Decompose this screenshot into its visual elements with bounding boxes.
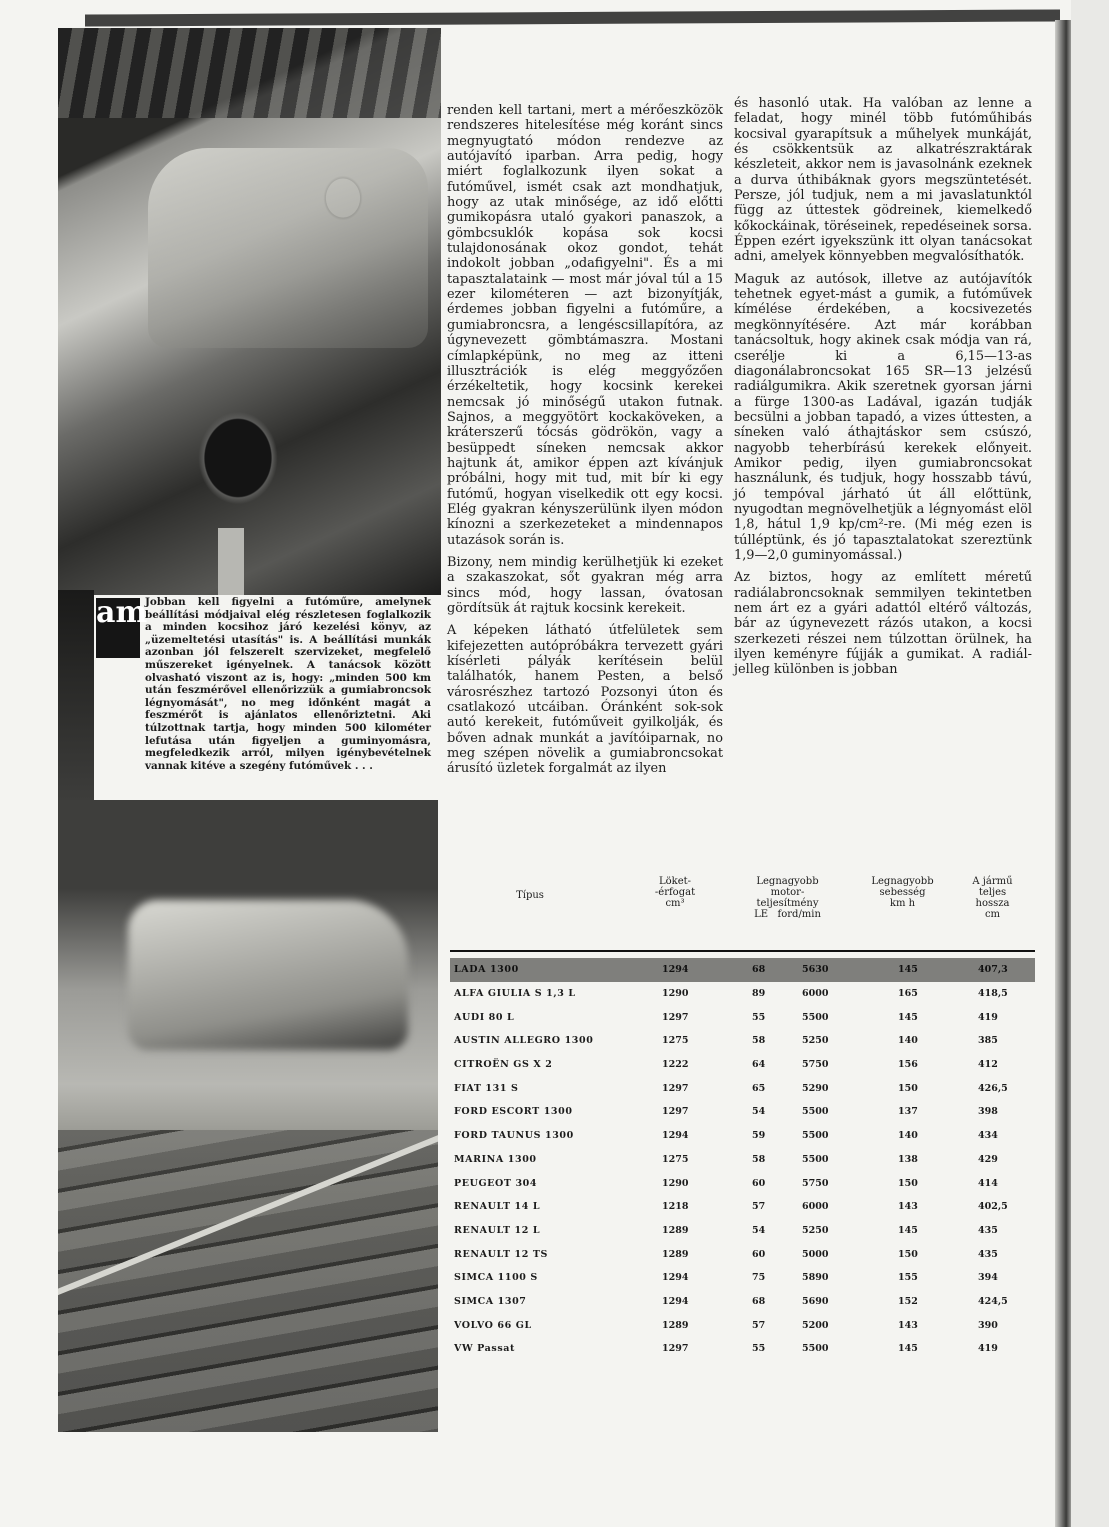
- text-column-1: [447, 103, 723, 784]
- cell-length: 419: [978, 1011, 998, 1023]
- cell-cc: 1289: [662, 1224, 689, 1236]
- cell-speed: 152: [898, 1295, 918, 1307]
- cell-rpm: 5890: [802, 1272, 829, 1284]
- table-row: [450, 1314, 1035, 1338]
- cell-rpm: 5290: [802, 1082, 829, 1094]
- cell-length: 390: [978, 1319, 998, 1331]
- paragraph: Maguk az autósok, illetve az autójavítók tehetnek egyet-mást a gumik, a futóművek kímélése érdekében, a kocsivezetés megkönnyítésére. Azt már korábban tanácsoltuk, hogy akinek csak módja van rá, cserélje ki a 6,15—13-as diagonálabroncsokat 165 SR—13 jelzésű radiálgumikra. Akik szeretnek gyorsan járni a fürge 1300-as Ladával, igazán tudják becsülni a jobban tapadó, a vizes úttesten, a síneken való áthajtáskor sem csúszó, nagyobb teherbírású kerekek előnyeit. Amikor pedig, ilyen gumiabroncsokat használunk, és tudjuk, hogy hosszabb távú, jó tempóval járható út áll előttünk, nyugodtan megnövelhetjük a légnyomást elöl 1,8, hátul 1,9 kp/cm²-re. (Mi még ezen is túlléptünk, és jó tapasztalatokat szereztünk 1,9—2,0 guminyomással.): [734, 271, 1032, 563]
- cell-hp: 55: [752, 1011, 766, 1023]
- car-on-cobblestones-photo: [58, 800, 438, 1432]
- cell-name: CITROËN GS X 2: [454, 1059, 553, 1071]
- cell-length: 394: [978, 1272, 998, 1284]
- paragraph: Az biztos, hogy az említett méretű radiálabroncsoknak semmilyen tekintetben nem árt ez a gyári adattól eltérő változás, bár az úgynevezett rázós utakon, a kocsi szerkezeti részei nem túlzottan örülnek, ha ilyen keményre fújják a gumikat. A radiál-jelleg különben is jobban: [734, 570, 1032, 678]
- cell-cc: 1218: [662, 1201, 689, 1213]
- cell-hp: 89: [752, 988, 766, 999]
- cell-hp: 75: [752, 1272, 766, 1284]
- cell-rpm: 5500: [802, 1106, 829, 1118]
- table-row: [450, 958, 1035, 982]
- cell-length: 419: [978, 1343, 998, 1355]
- cell-cc: 1294: [662, 1295, 689, 1307]
- cell-cc: 1222: [662, 1059, 689, 1071]
- cell-hp: 68: [752, 964, 766, 975]
- cell-cc: 1294: [662, 1130, 689, 1142]
- cell-hp: 54: [752, 1224, 766, 1236]
- lift-post: [218, 528, 244, 595]
- cell-hp: 64: [752, 1059, 766, 1071]
- table-row: [450, 1148, 1035, 1172]
- cell-cc: 1290: [662, 1177, 689, 1189]
- cell-length: 402,5: [978, 1201, 1008, 1213]
- paragraph: A képeken látható útfelületek sem kifejezetten autópróbákra tervezett gyári kísérleti pályák kerítésein belül találhatók, hanem Pesten, a belső városrészhez tartozó Pozsonyi úton és csatlakozó utcáiban. Óránként sok-sok autó kerekeit, futóműveit gyilkolják, és bőven adnak munkát a javítóiparnak, no meg szépen növelik a gumiabroncsokat árusító üzletek forgalmát az ilyen: [447, 623, 723, 777]
- cell-name: AUSTIN ALLEGRO 1300: [454, 1035, 594, 1047]
- cell-hp: 55: [752, 1343, 766, 1355]
- cell-hp: 54: [752, 1106, 766, 1118]
- cell-speed: 137: [898, 1106, 918, 1118]
- cell-length: 434: [978, 1130, 998, 1142]
- cell-cc: 1275: [662, 1153, 689, 1165]
- cell-length: 398: [978, 1106, 998, 1118]
- cell-speed: 140: [898, 1130, 918, 1142]
- table-row: [450, 1077, 1035, 1101]
- table-row: [450, 1100, 1035, 1124]
- cell-name: SIMCA 1307: [454, 1295, 527, 1307]
- cell-rpm: 5690: [802, 1295, 829, 1307]
- cell-cc: 1297: [662, 1106, 689, 1118]
- cell-speed: 140: [898, 1035, 918, 1047]
- am-logo: am: [96, 598, 140, 658]
- cell-cc: 1297: [662, 1343, 689, 1355]
- cell-hp: 65: [752, 1082, 766, 1094]
- table-row: [450, 1006, 1035, 1030]
- table-header: [450, 876, 1035, 952]
- cell-hp: 58: [752, 1153, 766, 1165]
- cobblestone-road: [58, 1130, 438, 1432]
- cell-length: 407,3: [978, 964, 1008, 975]
- cell-name: FIAT 131 S: [454, 1082, 519, 1094]
- cell-rpm: 5500: [802, 1343, 829, 1355]
- cell-cc: 1289: [662, 1248, 689, 1260]
- caption-text: Jobban kell figyelni a futóműre, amelynek beállítási módjaival elég részletesen foglalkozik a minden kocsihoz járó kezelési könyv, az „üzemeltetési utasítás" is. A beállítási munkák azonban jól felszerelt szervizeket, megfelelő műszereket igényelnek. A tanácsok között olvasható viszont az is, hogy: „minden 500 km után feszmérővel ellenőrizzük a gumiabroncsok légnyomását", no meg időnként magát a feszmérőt is ajánlatos ellenőriztetni. Aki túlzottnak tartja, hogy minden 500 kilométer lefutása után figyeljen a guminyomásra, megfeledkezik arról, milyen igénybevételnek vannak kitéve a szegény futóművek . . .: [145, 596, 431, 772]
- cell-name: LADA 1300: [454, 964, 519, 975]
- table-row: [450, 1219, 1035, 1243]
- cell-length: 412: [978, 1059, 998, 1071]
- cell-length: 418,5: [978, 988, 1008, 999]
- cell-speed: 155: [898, 1272, 918, 1284]
- moving-car: [128, 900, 408, 1050]
- cell-rpm: 5250: [802, 1035, 829, 1047]
- cell-name: RENAULT 12 TS: [454, 1248, 549, 1260]
- cell-hp: 68: [752, 1295, 766, 1307]
- cell-speed: 145: [898, 1343, 918, 1355]
- table-row: [450, 1172, 1035, 1196]
- cell-speed: 145: [898, 1224, 918, 1236]
- cell-speed: 138: [898, 1153, 918, 1165]
- cell-hp: 60: [752, 1248, 766, 1260]
- photo-caption: [145, 596, 431, 772]
- car-body: [148, 148, 428, 348]
- cell-rpm: 5630: [802, 964, 829, 975]
- cell-length: 426,5: [978, 1082, 1008, 1094]
- cell-name: VW Passat: [454, 1343, 516, 1355]
- cell-name: RENAULT 14 L: [454, 1201, 541, 1213]
- cell-speed: 143: [898, 1319, 918, 1331]
- table-row: [450, 1290, 1035, 1314]
- cell-rpm: 6000: [802, 988, 829, 999]
- cell-hp: 57: [752, 1201, 766, 1213]
- cell-name: MARINA 1300: [454, 1153, 537, 1165]
- header-displacement: Löket- -érfogat cm³: [654, 876, 696, 909]
- cell-hp: 57: [752, 1319, 766, 1331]
- cell-rpm: 5500: [802, 1130, 829, 1142]
- paragraph: és hasonló utak. Ha valóban az lenne a feladat, hogy minél több futóműhibás kocsival gyarapítsuk a műhelyek munkáját, és csökkentsük az alkatrészraktárak készleteit, akkor nem is javasolnánk ezeknek a durva úthibáknak gyors megszüntetését. Persze, jól tudjuk, nem a mi javaslatunktól függ az úttestek gödreinek, kiemelkedő kőkockáinak, töréseinek, repedéseinek sorsa. Éppen ezért igyekszünk itt olyan tanácsokat adni, amelyek könnyebben megvalósíthatók.: [734, 96, 1032, 265]
- table-row: [450, 1053, 1035, 1077]
- cell-length: 385: [978, 1035, 998, 1047]
- cell-length: 424,5: [978, 1295, 1008, 1307]
- cell-length: 429: [978, 1153, 998, 1165]
- cell-rpm: 5250: [802, 1224, 829, 1236]
- cell-speed: 150: [898, 1082, 918, 1094]
- cell-rpm: 5750: [802, 1177, 829, 1189]
- page-top-edge: [85, 9, 1060, 26]
- table-row: [450, 1243, 1035, 1267]
- cell-length: 435: [978, 1224, 998, 1236]
- cell-cc: 1294: [662, 964, 689, 975]
- text-column-2: [734, 96, 1032, 685]
- header-power: Legnagyobb motor- teljesítmény LE ford/min: [754, 876, 821, 920]
- header-speed: Legnagyobb sebesség km h: [871, 876, 934, 909]
- table-body: [450, 958, 1035, 1361]
- paragraph: renden kell tartani, mert a mérőeszközök rendszeres hitelesítése még koránt sincs megnyugtató módon rendezve az autójavító iparban. Arra pedig, hogy miért foglalkozunk ilyen sokat a futóművel, ismét csak azt mondhatjuk, hogy az utak minősége, az idő előtti gumikopásra utaló gyakori panaszok, a gömbcsuklók kopása sok kocsi tulajdonosának okoz gondot, tehát indokolt jobban „odafigyelni". És a mi tapasztalataink — most már jóval túl a 15 ezer kilométeren — azt bizonyítják, érdemes jobban figyelni a futóműre, a gumiabroncsra, a lengéscsillapítóra, az úgynevezett gömbtámaszra. Mostani címlapképünk, no meg az itteni illusztrációk is elég meggyőzően érzékeltetik, hogy kocsink kerekei nemcsak jó minőségű utakon futnak. Sajnos, a meggyötört kockaköveken, a kráterszerű tócsás gödrökön, vagy a besüppedt síneken nemcsak akkor hajtunk át, amikor éppen azt kívánjuk próbálni, hogy mit tud, mit bír ki egy futómű, hogyan viselkedik ott egy kocsi. Elég gyakran kényszerülünk ilyen módon kínozni a szerkezeteket a mindennapos utazások során is.: [447, 103, 723, 548]
- cell-hp: 59: [752, 1130, 766, 1142]
- cell-rpm: 5500: [802, 1153, 829, 1165]
- table-row: [450, 1337, 1035, 1361]
- cell-speed: 150: [898, 1177, 918, 1189]
- cell-name: RENAULT 12 L: [454, 1224, 541, 1236]
- cell-speed: 145: [898, 964, 918, 975]
- paragraph: Bizony, nem mindig kerülhetjük ki ezeket a szakaszokat, sőt gyakran még arra sincs mód, hogy lassan, óvatosan gördítsük át rajtuk kocsink kerekeit.: [447, 554, 723, 616]
- photo-strip: [58, 590, 94, 800]
- cell-cc: 1297: [662, 1011, 689, 1023]
- cell-length: 435: [978, 1248, 998, 1260]
- table-row: [450, 1029, 1035, 1053]
- cell-rpm: 5200: [802, 1319, 829, 1331]
- cell-name: SIMCA 1100 S: [454, 1272, 538, 1284]
- cell-rpm: 5750: [802, 1059, 829, 1071]
- table-row: [450, 982, 1035, 1006]
- car-on-lift-photo: [58, 28, 441, 595]
- cell-name: AUDI 80 L: [454, 1011, 515, 1023]
- facing-page-edge: [1071, 0, 1109, 1527]
- cell-cc: 1294: [662, 1272, 689, 1284]
- cell-cc: 1275: [662, 1035, 689, 1047]
- cell-speed: 165: [898, 988, 918, 999]
- cell-speed: 150: [898, 1248, 918, 1260]
- lift-beam: [58, 28, 441, 118]
- cell-length: 414: [978, 1177, 998, 1189]
- cell-rpm: 6000: [802, 1201, 829, 1213]
- cell-name: FORD ESCORT 1300: [454, 1106, 573, 1118]
- binding-spine: [1055, 20, 1071, 1527]
- table-row: [450, 1195, 1035, 1219]
- table-row: [450, 1266, 1035, 1290]
- cell-rpm: 5500: [802, 1011, 829, 1023]
- cell-rpm: 5000: [802, 1248, 829, 1260]
- cell-name: ALFA GIULIA S 1,3 L: [454, 988, 576, 999]
- cell-hp: 60: [752, 1177, 766, 1189]
- cell-name: VOLVO 66 GL: [454, 1319, 532, 1331]
- header-length: A jármű teljes hossza cm: [972, 876, 1013, 920]
- cell-hp: 58: [752, 1035, 766, 1047]
- cell-name: FORD TAUNUS 1300: [454, 1130, 574, 1142]
- header-type: Típus: [516, 890, 544, 901]
- cell-speed: 156: [898, 1059, 918, 1071]
- cell-speed: 145: [898, 1011, 918, 1023]
- table-row: [450, 1124, 1035, 1148]
- cell-name: PEUGEOT 304: [454, 1177, 538, 1189]
- cell-speed: 143: [898, 1201, 918, 1213]
- cell-cc: 1289: [662, 1319, 689, 1331]
- car-spec-table: [450, 876, 1035, 1361]
- cell-cc: 1290: [662, 988, 689, 999]
- cell-cc: 1297: [662, 1082, 689, 1094]
